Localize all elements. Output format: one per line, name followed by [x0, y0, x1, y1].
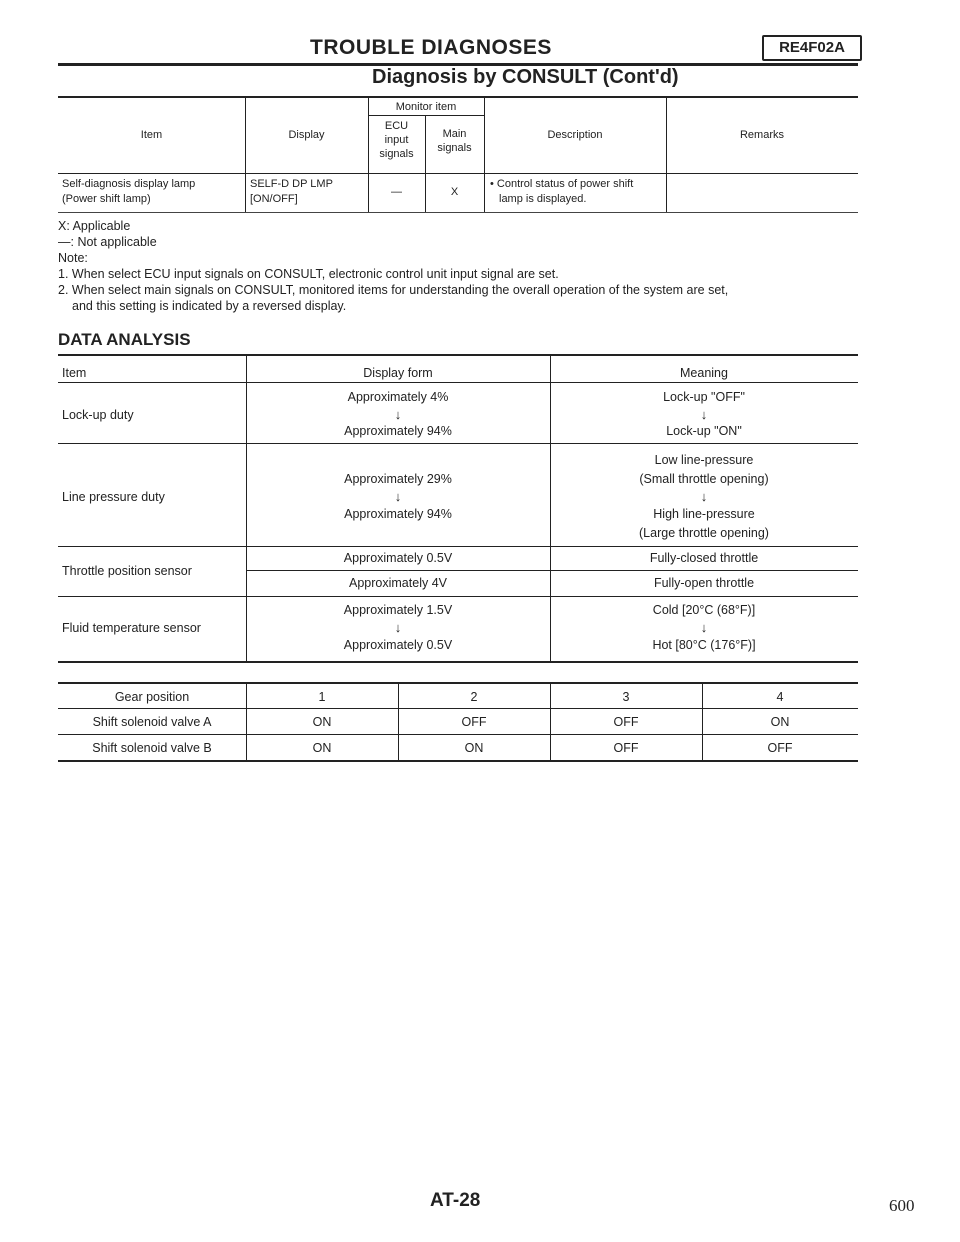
arrow-down-icon: ↓	[700, 407, 708, 422]
col-divider	[245, 98, 246, 212]
arrow-down-icon: ↓	[700, 620, 708, 635]
col-divider	[484, 98, 485, 212]
header-remarks: Remarks	[739, 129, 784, 141]
row-item: Self-diagnosis display lamp (Power shift lamp)	[62, 178, 196, 205]
solenoid-a-cell: OFF	[613, 715, 639, 729]
legend-not-applicable: —: Not applicable	[58, 235, 157, 249]
item-fluid-temperature-sensor: Fluid temperature sensor	[62, 621, 201, 635]
header-display: Display	[288, 129, 325, 141]
header-item: Item	[62, 366, 87, 380]
table-top-rule	[58, 96, 858, 98]
solenoid-a-cell: ON	[312, 715, 332, 729]
line-meaning-2b: (Large throttle opening)	[639, 526, 769, 540]
solenoid-b-cell: OFF	[613, 741, 639, 755]
row-divider	[58, 734, 858, 735]
lockup-meaning-2: Lock-up "ON"	[666, 424, 742, 438]
solenoid-a-label: Shift solenoid valve A	[92, 715, 212, 729]
table-bottom-rule	[58, 661, 858, 663]
legend-applicable: X: Applicable	[58, 219, 131, 233]
header-meaning: Meaning	[680, 366, 728, 380]
header-display-form: Display form	[363, 366, 433, 380]
row-divider	[58, 173, 858, 174]
row-divider	[58, 443, 858, 444]
section-title: DATA ANALYSIS	[58, 330, 191, 349]
row-divider	[58, 546, 858, 547]
solenoid-b-cell: ON	[464, 741, 484, 755]
item-throttle-position-sensor: Throttle position sensor	[62, 564, 192, 578]
arrow-down-icon: ↓	[394, 489, 402, 504]
throttle-display-1: Approximately 0.5V	[343, 551, 453, 565]
section-rule	[58, 354, 858, 356]
note-2-cont: and this setting is indicated by a reversed display.	[72, 299, 347, 313]
lockup-meaning-1: Lock-up "OFF"	[663, 390, 745, 404]
arrow-down-icon: ↓	[394, 407, 402, 422]
gear-cell: 3	[622, 690, 630, 704]
line-meaning-1a: Low line-pressure	[654, 453, 754, 467]
fluid-meaning-2: Hot [80°C (176°F)]	[652, 638, 756, 652]
line-meaning-2a: High line-pressure	[653, 507, 755, 521]
line-meaning-1b: (Small throttle opening)	[639, 472, 769, 486]
notes-block	[58, 218, 728, 314]
model-code-badge: RE4F02A	[762, 35, 862, 61]
row-divider	[246, 570, 858, 571]
line-display-2: Approximately 94%	[344, 507, 452, 521]
row-description: • Control status of power shift lamp is displayed.	[490, 178, 634, 205]
header-main-signals: Main signals	[437, 128, 472, 154]
solenoid-b-cell: ON	[312, 741, 332, 755]
note-1: 1. When select ECU input signals on CONSULT, electronic control unit input signal are set.	[58, 267, 559, 281]
fluid-display-2: Approximately 0.5V	[343, 638, 453, 652]
header-underline	[58, 382, 858, 383]
gear-cell: 2	[470, 690, 478, 704]
table-bottom-rule	[58, 760, 858, 762]
table-top-rule	[58, 682, 858, 684]
row-display: SELF-D DP LMP [ON/OFF]	[250, 178, 333, 205]
header-item: Item	[140, 129, 163, 141]
header-monitor-item: Monitor item	[395, 101, 457, 113]
line-display-1: Approximately 29%	[344, 472, 452, 486]
fluid-meaning-1: Cold [20°C (68°F)]	[652, 603, 756, 617]
solenoid-a-cell: ON	[770, 715, 790, 729]
arrow-down-icon: ↓	[700, 489, 708, 504]
gear-cell: 4	[776, 690, 784, 704]
header-ecu-input-signals: ECU input signals	[379, 120, 414, 160]
col-divider	[666, 98, 667, 212]
table-bottom-rule	[58, 212, 858, 213]
header-description: Description	[547, 129, 603, 141]
throttle-meaning-2: Fully-open throttle	[653, 576, 755, 590]
gear-cell: 1	[318, 690, 326, 704]
throttle-display-2: Approximately 4V	[349, 576, 447, 590]
page-number: 600	[889, 1196, 915, 1215]
throttle-meaning-1: Fully-closed throttle	[649, 551, 759, 565]
lockup-display-1: Approximately 4%	[347, 390, 449, 404]
solenoid-b-label: Shift solenoid valve B	[92, 741, 212, 755]
row-ecu-value: —	[391, 186, 402, 198]
page-code: AT-28	[430, 1190, 481, 1211]
arrow-down-icon: ↓	[394, 620, 402, 635]
lockup-display-2: Approximately 94%	[344, 424, 452, 438]
row-divider	[58, 708, 858, 709]
item-line-pressure-duty: Line pressure duty	[62, 490, 165, 504]
page-subtitle: Diagnosis by CONSULT (Cont'd)	[372, 66, 679, 88]
solenoid-b-cell: OFF	[767, 741, 793, 755]
row-divider	[58, 596, 858, 597]
row-main-value: X	[450, 186, 459, 198]
row-divider	[368, 115, 484, 116]
note-2: 2. When select main signals on CONSULT, monitored items for understanding the overall operation of the system are set,	[58, 283, 729, 297]
solenoid-a-cell: OFF	[461, 715, 487, 729]
gear-position-label: Gear position	[114, 690, 190, 704]
page-title: TROUBLE DIAGNOSES	[310, 36, 552, 59]
item-lockup-duty: Lock-up duty	[62, 408, 134, 422]
fluid-display-1: Approximately 1.5V	[343, 603, 453, 617]
note-label: Note:	[58, 251, 88, 265]
